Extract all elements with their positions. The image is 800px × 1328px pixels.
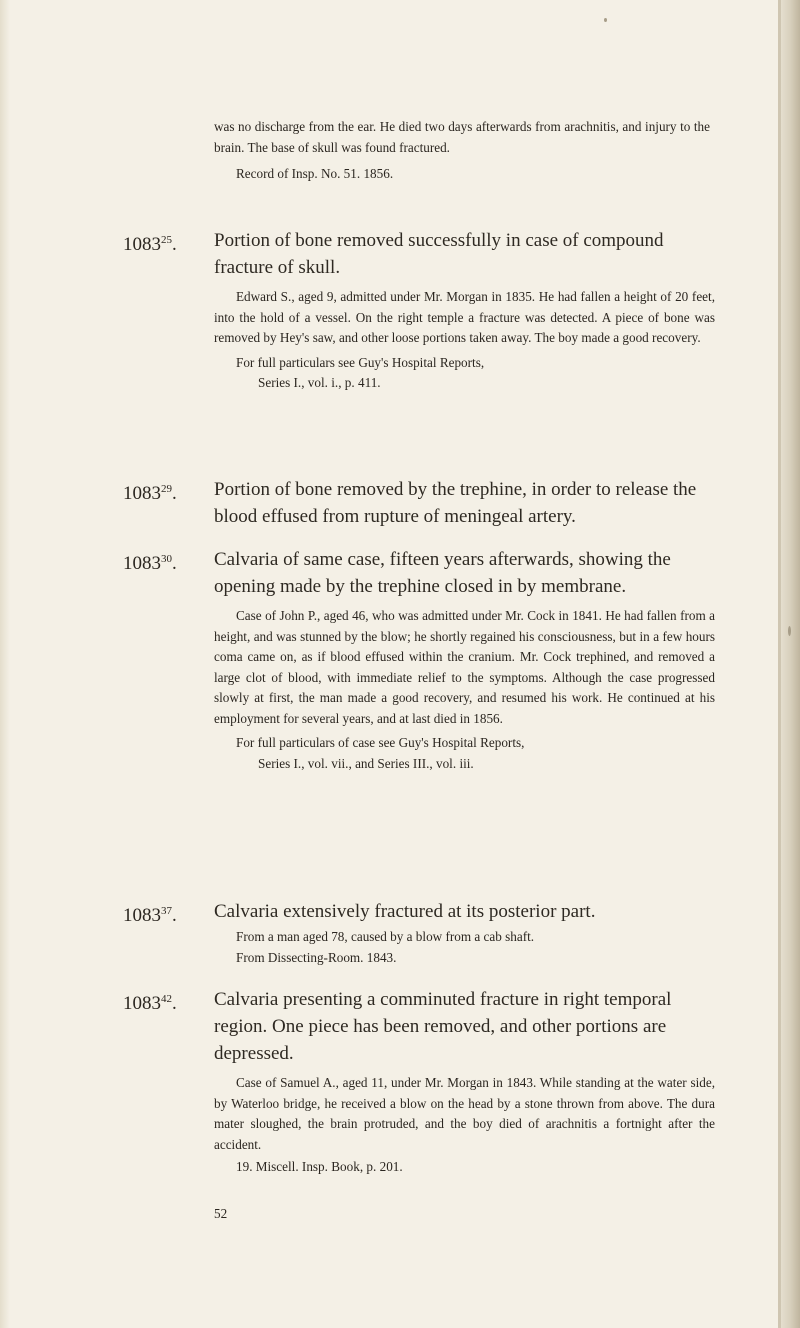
- entry-body: Case of Samuel A., aged 11, under Mr. Morgan in 1843. While standing at the water side, by Waterloo bridge, he received a blow on the head by a stone thrown from above. The dura mater sloughed, the brain protruded, and the boy died of arachnitis a fortnight after the accident.: [214, 1075, 715, 1152]
- entry-number-sup: 29: [161, 483, 172, 495]
- entry-reference: For full particulars of case see Guy's Hospital Reports,: [236, 735, 525, 750]
- paper-speck: [604, 18, 607, 22]
- intro-text: was no discharge from the ear. He died two days afterwards from arachnitis, and injury to the brain. The base of skull was found fractured.: [214, 119, 710, 155]
- entry-heading: Calvaria of same case, fifteen years afterwards, showing the opening made by the trephine closed in by membrane.: [214, 549, 671, 597]
- entry-number-sup: 42: [161, 993, 172, 1005]
- entry-reference: For full particulars see Guy's Hospital Reports,: [236, 354, 485, 370]
- catalogue-entry: [123, 227, 715, 394]
- page-gutter-shadow: [0, 0, 10, 1328]
- entry-number-sup: 37: [161, 905, 172, 917]
- catalogue-entry: [123, 476, 715, 530]
- entry-origin: From Dissecting-Room. 1843.: [236, 949, 397, 965]
- page-number: 52: [214, 1206, 228, 1221]
- entry-reference: 19. Miscell. Insp. Book, p. 201.: [236, 1159, 403, 1174]
- entry-reference-series: Series I., vol. vii., and Series III., vol. iii.: [258, 755, 474, 771]
- entry-source: From a man aged 78, caused by a blow from a cab shaft.: [236, 929, 535, 944]
- entry-body: Case of John P., aged 46, who was admitted under Mr. Cock in 1841. He had fallen from a height, and was stunned by the blow; he shortly regained his consciousness, but in a few hours coma came on, as if blood effused within the cranium. Mr. Cock trephined, and removed a large clot of blood, with immediate relief to the symptoms. Although the case progressed slowly at first, the man made a good recovery, and resumed his work. He continued at his employment for several years, and at last died in 1856.: [214, 608, 715, 726]
- entry-number: 1083$^{25}$.: [123, 234, 177, 255]
- intro-paragraph: [214, 117, 710, 185]
- entry-heading: Calvaria presenting a comminuted fracture in right temporal region. One piece has been removed, and other portions are depressed.: [214, 989, 672, 1064]
- entry-number-sup: 25: [161, 234, 172, 246]
- entry-heading: Calvaria extensively fractured at its posterior part.: [214, 901, 596, 922]
- page-edge: [778, 0, 800, 1328]
- entry-number-sup: 30: [161, 553, 172, 565]
- entry-number: 1083$^{37}$.: [123, 905, 177, 926]
- catalogue-entry: [123, 546, 715, 774]
- entry-number: 1083$^{30}$.: [123, 553, 177, 574]
- entry-heading: Portion of bone removed successfully in case of compound fracture of skull.: [214, 230, 664, 278]
- paper-speck: [788, 626, 791, 636]
- entry-reference-series: Series I., vol. i., p. 411.: [258, 375, 381, 390]
- entry-body: Edward S., aged 9, admitted under Mr. Morgan in 1835. He had fallen a height of 20 feet, into the hold of a vessel. On the right temple a fracture was detected. A piece of bone was removed by Hey's saw, and other loose portions taken away. The boy made a good recovery.: [214, 289, 715, 345]
- catalogue-entry: [123, 986, 715, 1178]
- intro-record: Record of Insp. No. 51. 1856.: [236, 166, 394, 181]
- catalogue-entry: [123, 898, 715, 968]
- entry-number: 1083$^{29}$.: [123, 483, 177, 504]
- entry-number: 1083$^{42}$.: [123, 993, 177, 1014]
- entry-heading: Portion of bone removed by the trephine, in order to release the blood effused from rupture of meningeal artery.: [214, 479, 697, 527]
